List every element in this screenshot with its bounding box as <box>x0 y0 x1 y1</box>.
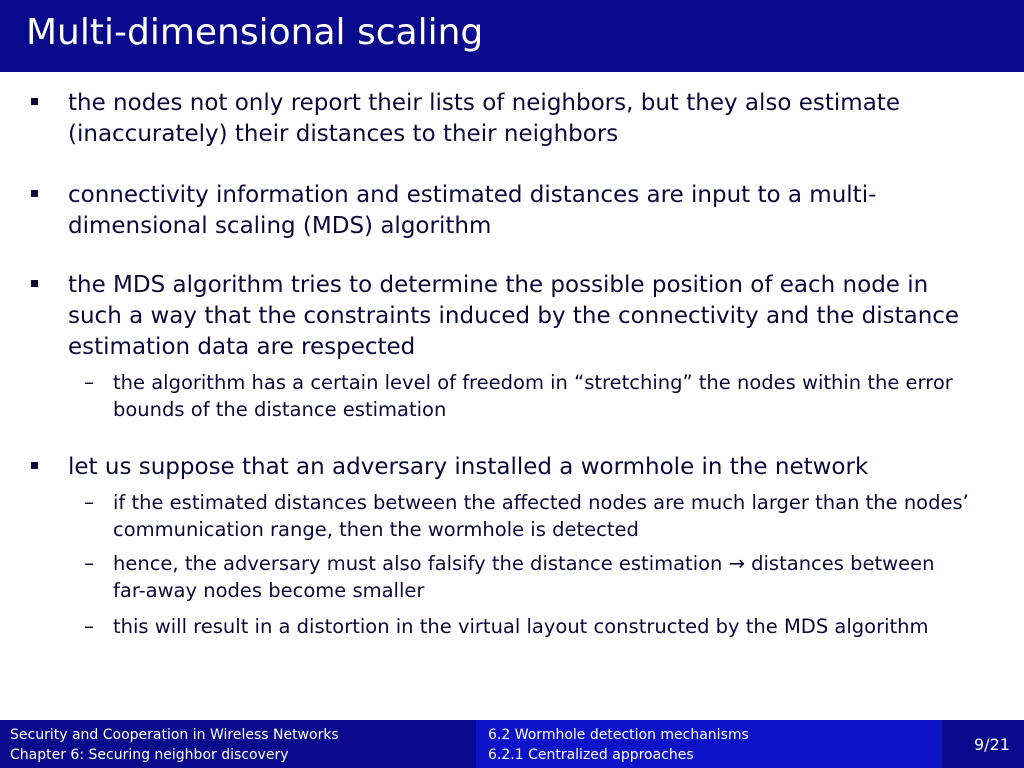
footer-section-title: 6.2 Wormhole detection mechanisms <box>488 727 749 743</box>
square-bullet-icon <box>31 190 38 197</box>
footer-page-info <box>942 720 1024 768</box>
bullet-text: connectivity information and estimated distances are input to a multi-dimensional scaling (MDS) algorithm <box>68 182 877 239</box>
dash-bullet-icon: – <box>84 490 94 514</box>
footer-course-info <box>0 720 372 768</box>
square-bullet-icon <box>31 462 38 469</box>
footer-subsection-title: 6.2.1 Centralized approaches <box>488 747 694 763</box>
title-bar <box>0 0 1024 72</box>
footer-section-info <box>476 720 942 768</box>
sub-bullet-text: this will result in a distortion in the virtual layout constructed by the MDS algorithm <box>113 615 929 638</box>
bullet-text: the nodes not only report their lists of neighbors, but they also estimate (inaccurately) their distances to their neighbors <box>68 90 900 147</box>
sub-bullet-text: the algorithm has a certain level of freedom in “stretching” the nodes within the error bounds of the distance estimation <box>113 371 953 421</box>
square-bullet-icon <box>31 98 38 105</box>
page-number: 9/21 <box>974 735 1010 754</box>
dash-bullet-icon: – <box>84 551 94 575</box>
bullet-text: let us suppose that an adversary installed a wormhole in the network <box>68 454 869 480</box>
footer <box>0 720 1024 768</box>
slide-title: Multi-dimensional scaling <box>26 12 484 53</box>
square-bullet-icon <box>31 280 38 287</box>
dash-bullet-icon: – <box>84 370 94 394</box>
bullet-text: the MDS algorithm tries to determine the possible position of each node in such a way that the constraints induced by the connectivity and the distance estimation data are respected <box>68 272 960 360</box>
sub-bullet-text: if the estimated distances between the affected nodes are much larger than the nodes’ communication range, then the wormhole is detected <box>113 491 969 541</box>
sub-bullet-text: hence, the adversary must also falsify the distance estimation → distances between far-away nodes become smaller <box>113 552 935 602</box>
footer-chapter-title: Chapter 6: Securing neighbor discovery <box>10 747 289 763</box>
footer-course-title: Security and Cooperation in Wireless Networks <box>10 727 339 743</box>
dash-bullet-icon: – <box>84 614 94 638</box>
